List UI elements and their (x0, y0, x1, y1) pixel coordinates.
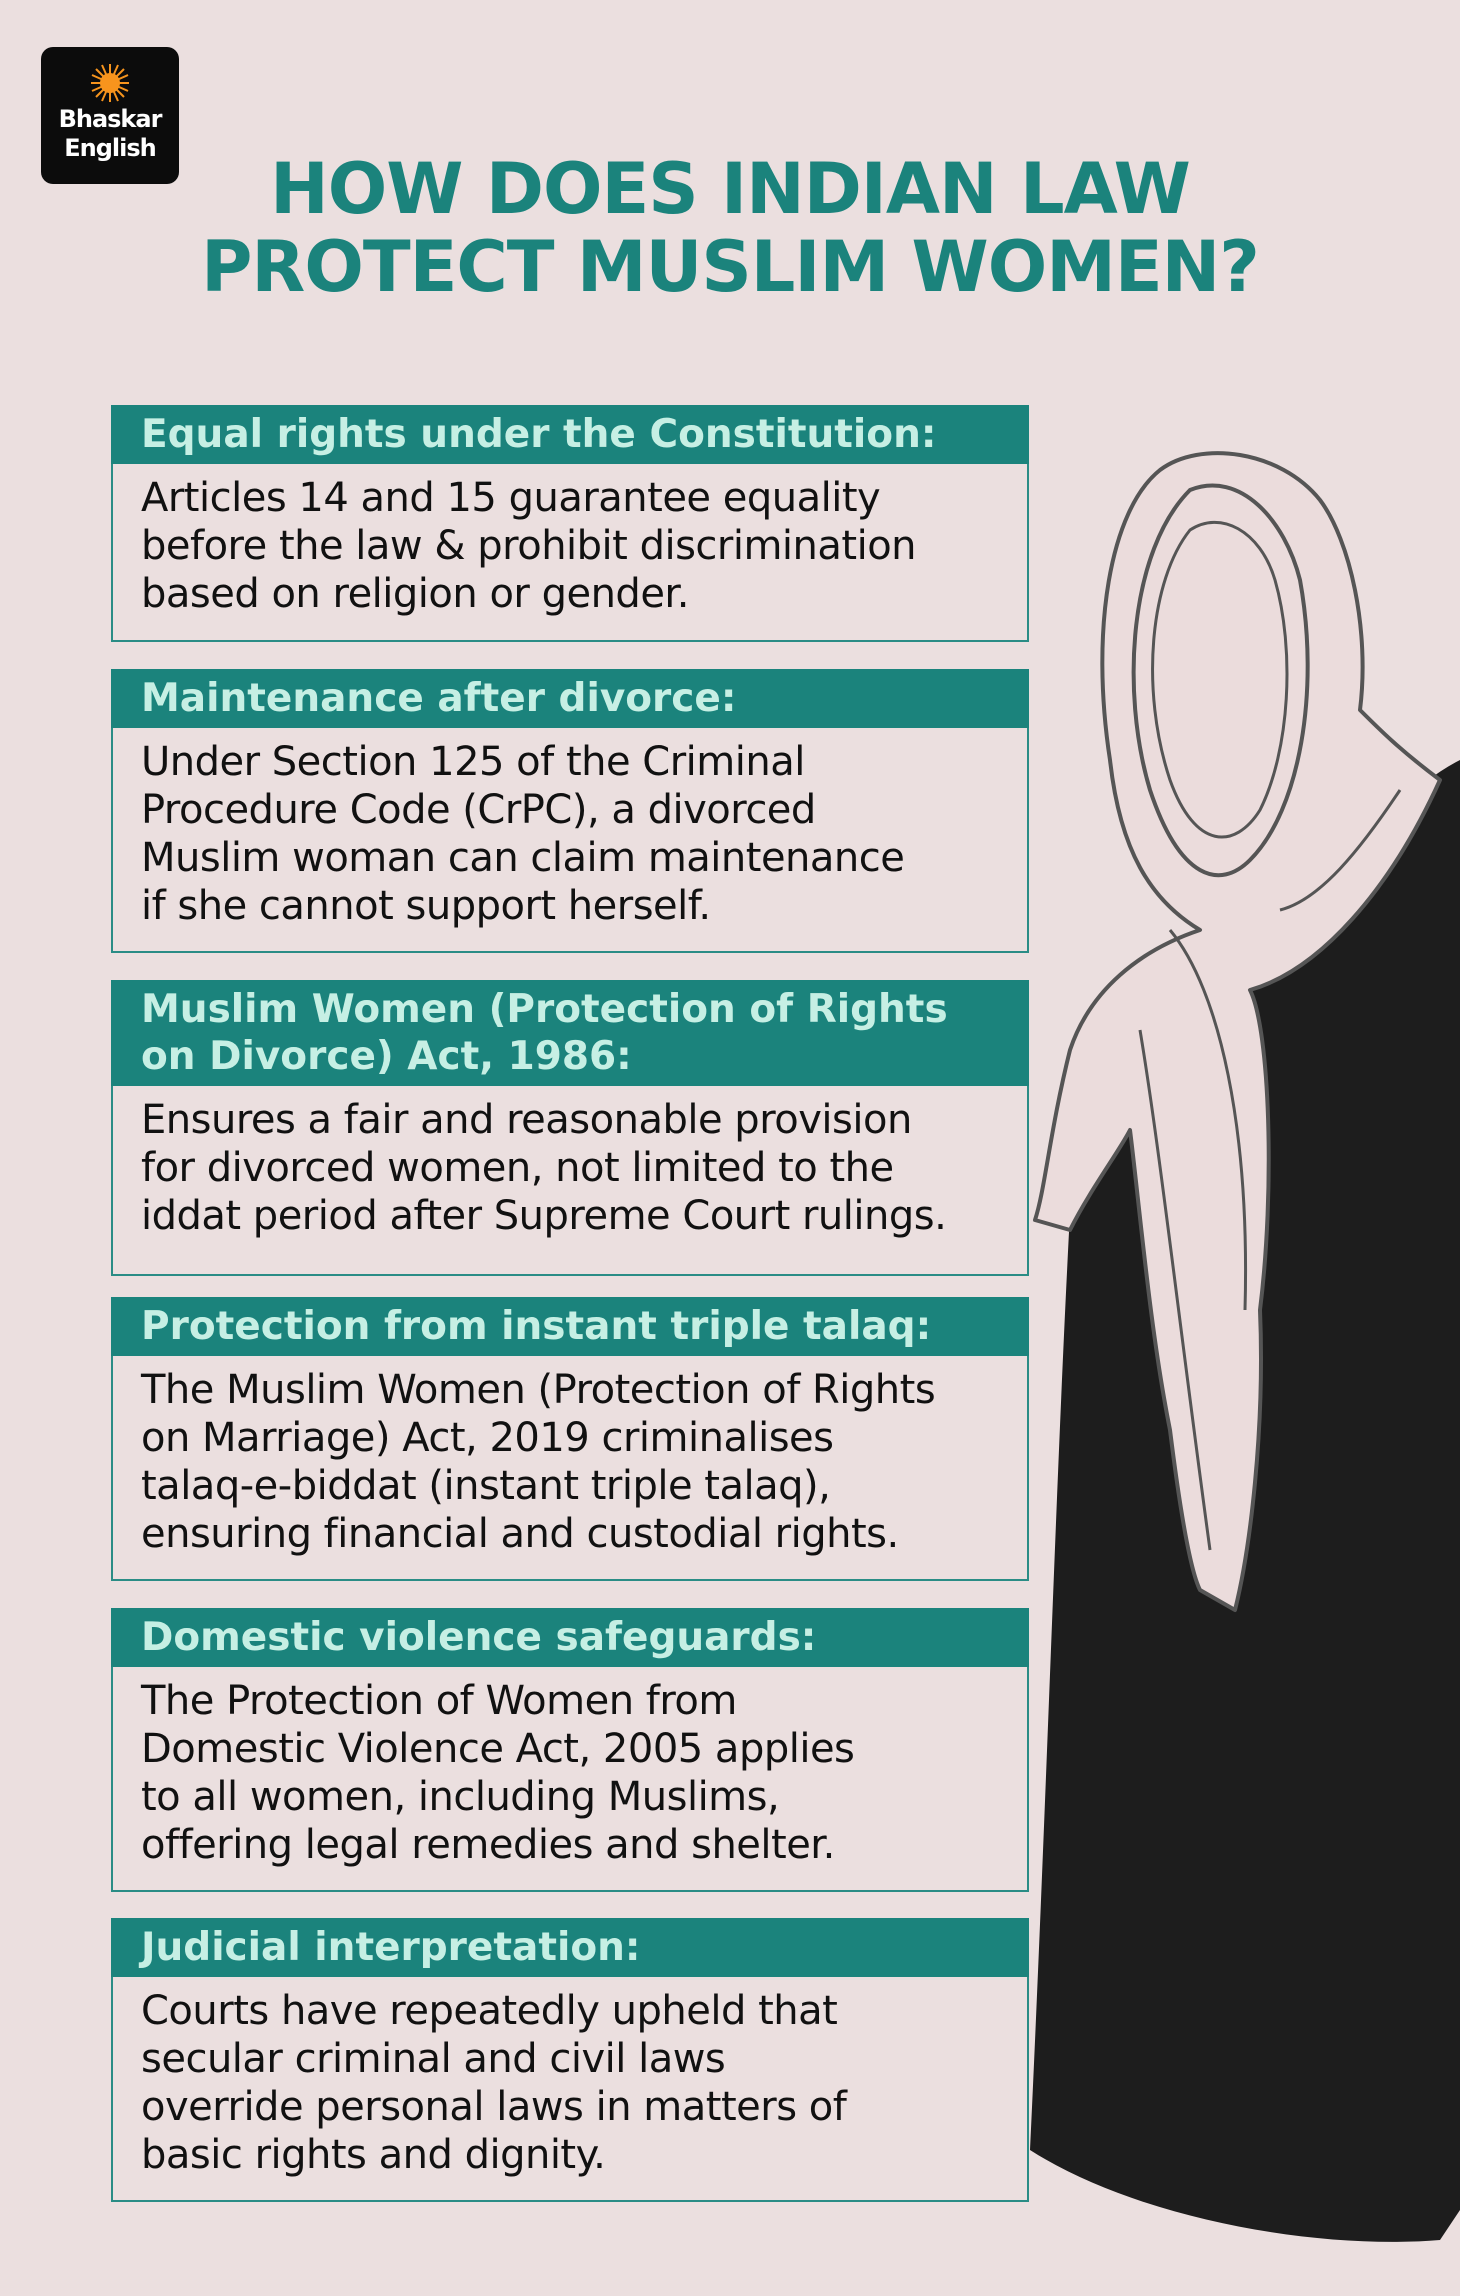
card-heading: Maintenance after divorce: (111, 669, 1029, 728)
card-triple-talaq (111, 1297, 1029, 1581)
card-1986-act (111, 980, 1029, 1276)
card-body: Under Section 125 of the Criminal Procedure Code (CrPC), a divorced Muslim woman can claim maintenance if she cannot support herself. (111, 728, 1029, 953)
card-heading: Protection from instant triple talaq: (111, 1297, 1029, 1356)
woman-in-hijab-illustration (1020, 430, 1460, 2250)
page-title (0, 150, 1460, 306)
card-judicial (111, 1918, 1029, 2202)
title-line-2: PROTECT MUSLIM WOMEN? (201, 226, 1259, 308)
card-maintenance (111, 669, 1029, 953)
card-body: Ensures a fair and reasonable provision for divorced women, not limited to the iddat period after Supreme Court rulings. (111, 1086, 1029, 1276)
logo-text: Bhaskar English (58, 105, 162, 162)
card-heading: Equal rights under the Constitution: (111, 405, 1029, 464)
card-heading: Muslim Women (Protection of Rights on Divorce) Act, 1986: (111, 980, 1029, 1086)
card-equal-rights (111, 405, 1029, 642)
title-line-1: HOW DOES INDIAN LAW (270, 148, 1190, 230)
card-body: Articles 14 and 15 guarantee equality before the law & prohibit discrimination based on religion or gender. (111, 464, 1029, 642)
card-body: The Muslim Women (Protection of Rights on Marriage) Act, 2019 criminalises talaq-e-biddat (instant triple talaq), ensuring financial and custodial rights. (111, 1356, 1029, 1581)
sun-icon (90, 63, 130, 103)
card-body: Courts have repeatedly upheld that secular criminal and civil laws override personal laws in matters of basic rights and dignity. (111, 1977, 1029, 2202)
card-heading: Judicial interpretation: (111, 1918, 1029, 1977)
card-domestic-violence (111, 1608, 1029, 1892)
card-body: The Protection of Women from Domestic Violence Act, 2005 applies to all women, including Muslims, offering legal remedies and shelter. (111, 1667, 1029, 1892)
card-heading: Domestic violence safeguards: (111, 1608, 1029, 1667)
